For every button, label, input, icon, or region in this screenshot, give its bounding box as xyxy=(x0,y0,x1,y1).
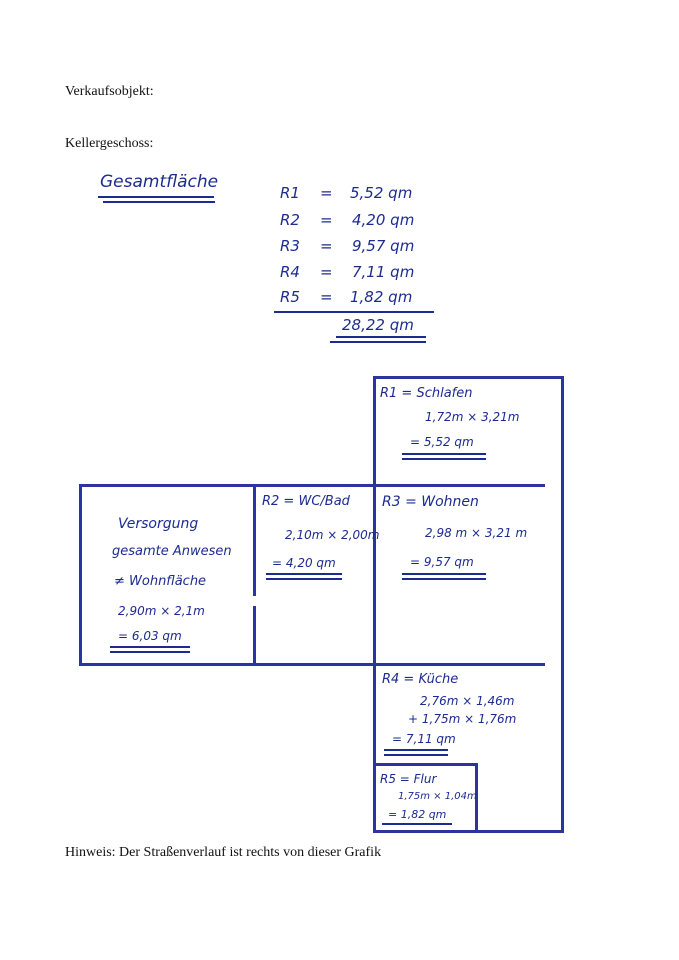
wall-middle-bottom xyxy=(79,663,545,666)
r1-title: R1 = Schlafen xyxy=(380,386,473,401)
summary-row-r1: R1 = 5,52 qm xyxy=(280,184,413,202)
wall-r1-top xyxy=(373,376,564,379)
supply-area-underline-2 xyxy=(110,651,190,653)
summary-total-underline xyxy=(336,336,426,338)
r4-dims-2: + 1,75m × 1,76m xyxy=(408,712,517,726)
wall-r4-left xyxy=(373,663,376,833)
r4-area-underline-2 xyxy=(384,754,448,756)
r4-title: R4 = Küche xyxy=(382,672,459,687)
supply-dims: 2,90m × 2,1m xyxy=(118,604,205,618)
wall-supply-r2-upper xyxy=(253,484,256,596)
floor-heading: Kellergeschoss: xyxy=(65,136,154,151)
summary-title: Gesamtfläche xyxy=(100,172,219,192)
supply-line2: gesamte Anwesen xyxy=(112,544,232,559)
object-heading: Verkaufsobjekt: xyxy=(65,84,154,99)
r5-dims: 1,75m × 1,04m xyxy=(398,791,477,802)
r3-area: = 9,57 qm xyxy=(410,555,474,569)
r5-area-underline xyxy=(382,823,452,825)
r3-area-underline-2 xyxy=(402,578,486,580)
r4-area: = 7,11 qm xyxy=(392,732,456,746)
r2-dims: 2,10m × 2,00m xyxy=(285,528,380,542)
summary-row-r4: R4 = 7,11 qm xyxy=(280,263,415,281)
r2-area-underline-2 xyxy=(266,578,342,580)
summary-total-underline-2 xyxy=(330,341,426,343)
summary-row-r2: R2 = 4,20 qm xyxy=(280,211,415,229)
wall-supply-r2-lower xyxy=(253,606,256,666)
supply-area: = 6,03 qm xyxy=(118,629,182,643)
street-note: Hinweis: Der Straßenverlauf ist rechts von dieser Grafik xyxy=(65,845,382,860)
r3-dims: 2,98 m × 3,21 m xyxy=(425,526,528,540)
wall-r5-top xyxy=(373,763,478,766)
r1-area-underline xyxy=(402,453,486,455)
summary-row-r5: R5 = 1,82 qm xyxy=(280,288,413,306)
r1-area-underline-2 xyxy=(402,458,486,460)
wall-r1-right xyxy=(561,376,564,487)
r2-title: R2 = WC/Bad xyxy=(262,494,350,509)
r3-area-underline xyxy=(402,573,486,575)
summary-total: 28,22 qm xyxy=(342,316,414,334)
summary-sum-line xyxy=(274,311,434,313)
r5-area: = 1,82 qm xyxy=(388,808,447,821)
wall-r1-left xyxy=(373,376,376,487)
r1-dims: 1,72m × 3,21m xyxy=(425,410,520,424)
r4-area-underline xyxy=(384,749,448,751)
wall-r4-right xyxy=(561,663,564,833)
r3-title: R3 = Wohnen xyxy=(382,494,479,510)
r4-dims-1: 2,76m × 1,46m xyxy=(420,694,515,708)
wall-middle-top xyxy=(79,484,545,487)
wall-r3-right xyxy=(561,484,564,666)
supply-line1: Versorgung xyxy=(118,516,199,532)
summary-row-r3: R3 = 9,57 qm xyxy=(280,237,415,255)
supply-area-underline xyxy=(110,646,190,648)
r5-title: R5 = Flur xyxy=(380,772,437,786)
r1-area: = 5,52 qm xyxy=(410,435,474,449)
wall-supply-left xyxy=(79,484,82,666)
r2-area: = 4,20 qm xyxy=(272,556,336,570)
supply-line3: ≠ Wohnfläche xyxy=(114,574,207,589)
wall-bottom xyxy=(373,830,564,833)
wall-r2-r3 xyxy=(373,484,376,666)
r2-area-underline xyxy=(266,573,342,575)
